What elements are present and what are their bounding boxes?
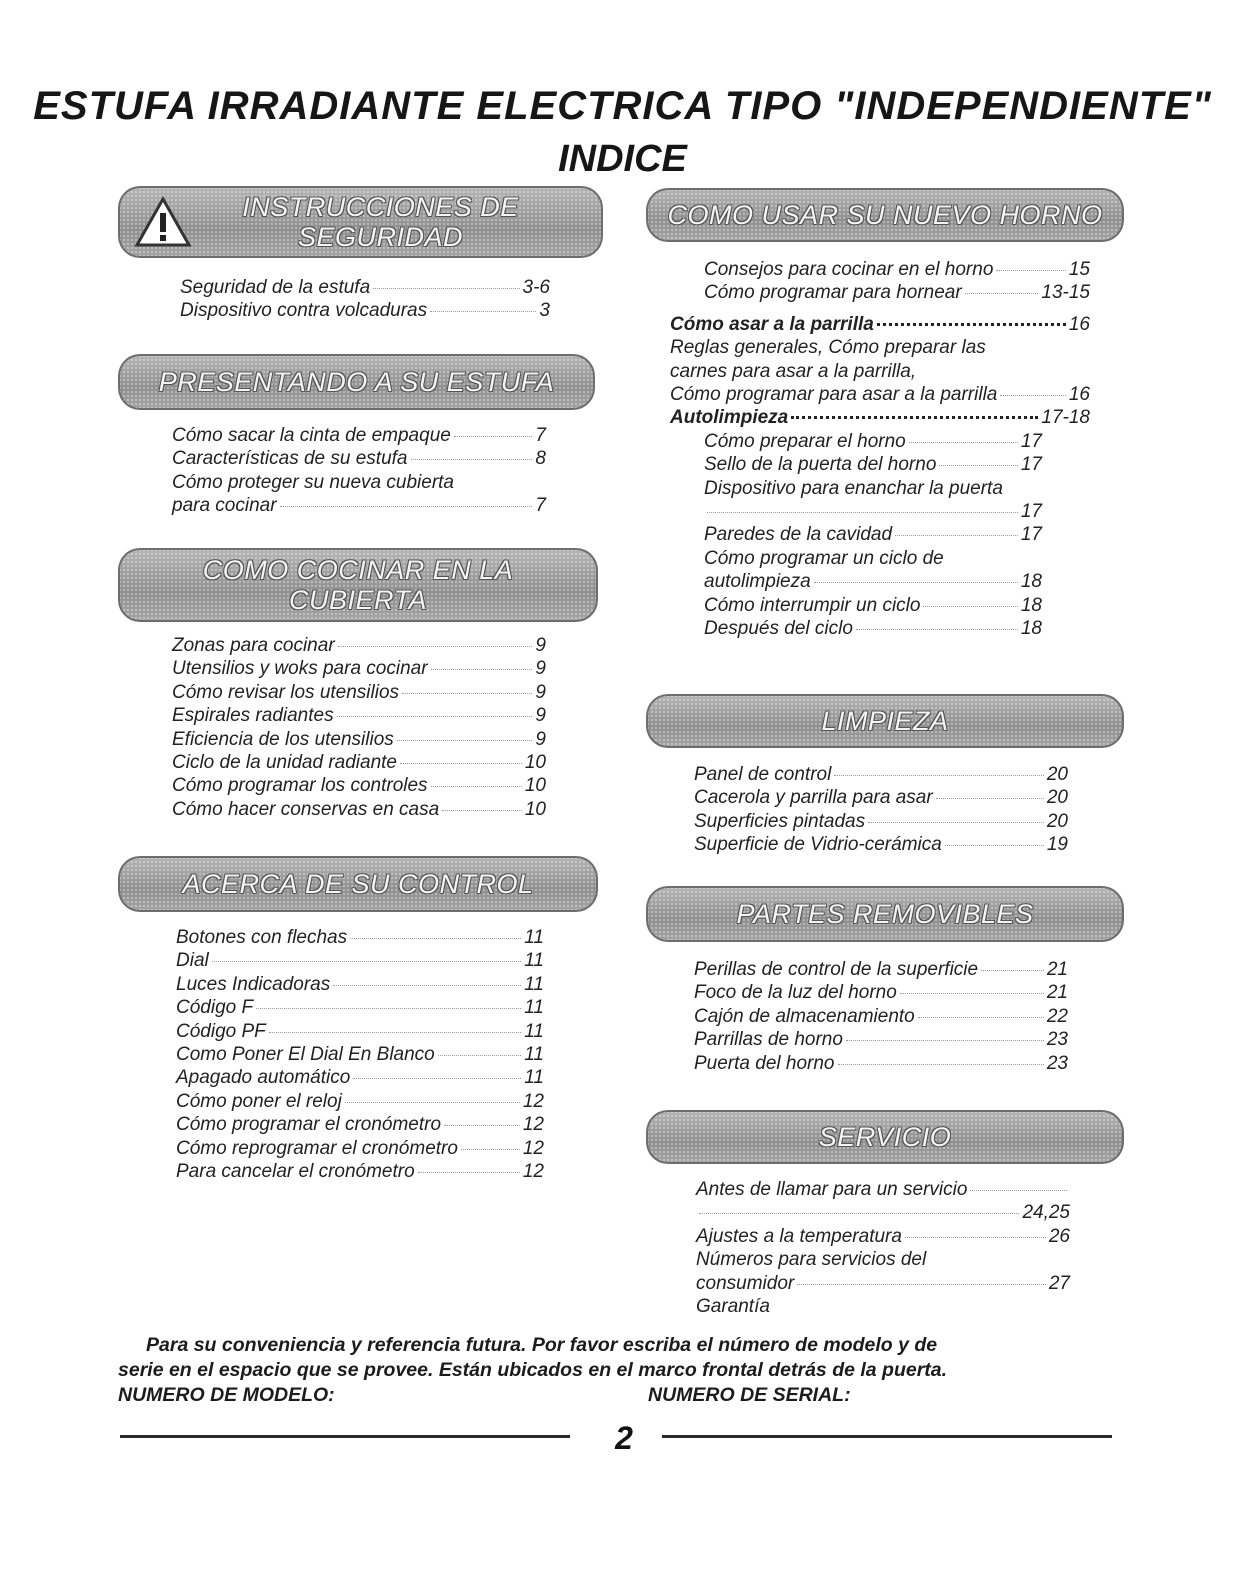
toc-item: autolimpieza 18 <box>704 571 1042 593</box>
banner-cubierta-text: COMO COCINAR EN LA CUBIERTA <box>202 555 514 615</box>
banner-presentando <box>118 354 595 410</box>
toc-item: Cómo programar el cronómetro 12 <box>176 1114 544 1136</box>
toc-item: Apagado automático 11 <box>176 1067 544 1089</box>
toc-item: Puerta del horno 23 <box>694 1052 1068 1074</box>
toc-seguridad <box>180 276 550 323</box>
toc-item: Código F 11 <box>176 997 544 1019</box>
toc-item: Cómo programar un ciclo de <box>704 547 944 569</box>
banner-limpieza <box>646 694 1124 748</box>
toc-item: Cómo sacar la cinta de empaque 7 <box>172 425 546 446</box>
warning-triangle-icon <box>134 196 192 248</box>
banner-servicio-text: SERVICIO <box>818 1122 952 1152</box>
toc-item: Características de su estufa 8 <box>172 448 546 470</box>
toc-item: Panel de control 20 <box>694 764 1068 785</box>
toc-item: Garantía <box>696 1296 770 1318</box>
toc-item: Dispositivo para enanchar la puerta <box>704 477 1003 499</box>
toc-line: Reglas generales, Cómo preparar las <box>670 337 986 359</box>
toc-item: Cómo poner el reloj 12 <box>176 1090 544 1112</box>
toc-item: Antes de llamar para un servicio <box>696 1178 1070 1201</box>
toc-item: Después del ciclo 18 <box>704 618 1042 640</box>
toc-limpieza <box>694 763 1068 857</box>
toc-presentando <box>172 424 546 518</box>
toc-item: para cocinar 7 <box>172 495 546 517</box>
footer-labels <box>118 1383 1128 1408</box>
toc-item: 17 <box>670 500 1090 523</box>
banner-control <box>118 856 598 912</box>
toc-line: carnes para asar a la parrilla, <box>670 360 917 382</box>
toc-item: Cómo programar los controles 10 <box>172 775 546 797</box>
index-heading: INDICE <box>558 138 687 180</box>
page-title: ESTUFA IRRADIANTE ELECTRICA TIPO "INDEPENDIENTE" <box>33 84 1212 128</box>
page-number: 2 <box>615 1420 633 1456</box>
banner-limpieza-text: LIMPIEZA <box>821 706 949 736</box>
footer-rule-right <box>662 1435 1112 1438</box>
toc-item: Cómo hacer conservas en casa 10 <box>172 798 546 820</box>
toc-horno <box>670 258 1090 641</box>
toc-item: Sello de la puerta del horno 17 <box>704 454 1042 476</box>
toc-item: Utensilios y woks para cocinar 9 <box>172 658 546 680</box>
toc-item: Espirales radiantes 9 <box>172 705 546 727</box>
toc-item: Para cancelar el cronómetro 12 <box>176 1161 544 1183</box>
footer-line-2: serie en el espacio que se provee. Están ubicados en el marco frontal detrás de la puerta. <box>118 1359 948 1381</box>
toc-item: Dial 11 <box>176 950 544 972</box>
toc-item: Consejos para cocinar en el horno 15 <box>704 259 1090 280</box>
banner-horno-text: COMO USAR SU NUEVO HORNO <box>667 200 1103 230</box>
banner-seguridad <box>118 186 603 258</box>
footer-note <box>118 1333 1128 1408</box>
toc-item: Eficiencia de los utensilios 9 <box>172 728 546 750</box>
banner-partes <box>646 886 1124 942</box>
toc-item: Cómo programar para hornear 13-15 <box>704 282 1090 304</box>
toc-control <box>176 926 544 1183</box>
toc-item: Superficies pintadas 20 <box>694 810 1068 832</box>
toc-item: Botones con flechas 11 <box>176 927 544 948</box>
toc-item: Ciclo de la unidad radiante 10 <box>172 752 546 774</box>
toc-item: Cacerola y parrilla para asar 20 <box>694 787 1068 809</box>
toc-item: Cómo proteger su nueva cubierta <box>172 471 454 493</box>
toc-item: Como Poner El Dial En Blanco 11 <box>176 1044 544 1066</box>
toc-item: Dispositivo contra volcaduras 3 <box>180 300 550 322</box>
banner-seguridad-text: INSTRUCCIONES DE SEGURIDAD <box>242 192 519 252</box>
toc-item: Cómo reprogramar el cronómetro 12 <box>176 1137 544 1159</box>
toc-cubierta <box>172 634 546 821</box>
toc-heading-autolimpieza: Autolimpieza 17-18 <box>670 407 1090 429</box>
toc-item: Cómo preparar el horno 17 <box>704 430 1042 452</box>
toc-item: Cómo programar para asar a la parrilla 16 <box>670 384 1090 406</box>
serial-number-label: NUMERO DE SERIAL: <box>648 1384 851 1406</box>
footer-rule-left <box>120 1435 570 1438</box>
footer-line-1: Para su conveniencia y referencia futura. Por favor escriba el número de modelo y de <box>146 1334 938 1356</box>
toc-item: Perillas de control de la superficie 21 <box>694 959 1068 980</box>
toc-heading-asar: Cómo asar a la parrilla 16 <box>670 313 1090 335</box>
toc-item: Números para servicios del <box>696 1249 927 1271</box>
banner-partes-text: PARTES REMOVIBLES <box>736 899 1034 929</box>
toc-item: Seguridad de la estufa 3-6 <box>180 277 550 298</box>
toc-partes <box>694 958 1068 1075</box>
toc-item: Parrillas de horno 23 <box>694 1029 1068 1051</box>
toc-item: Foco de la luz del horno 21 <box>694 982 1068 1004</box>
banner-cubierta <box>118 548 598 622</box>
banner-horno <box>646 188 1124 242</box>
toc-item: Luces Indicadoras 11 <box>176 973 544 995</box>
banner-servicio <box>646 1110 1124 1164</box>
toc-servicio <box>696 1178 1070 1318</box>
toc-item: Zonas para cocinar 9 <box>172 635 546 656</box>
toc-item: consumidor 27 <box>696 1272 1070 1294</box>
toc-item: 24,25 <box>696 1201 1070 1224</box>
toc-item: Código PF 11 <box>176 1020 544 1042</box>
banner-control-text: ACERCA DE SU CONTROL <box>182 869 534 899</box>
model-number-label: NUMERO DE MODELO: <box>118 1384 335 1406</box>
toc-item: Cajón de almacenamiento 22 <box>694 1005 1068 1027</box>
toc-item: Ajustes a la temperatura 26 <box>696 1225 1070 1247</box>
toc-item: Cómo interrumpir un ciclo 18 <box>704 594 1042 616</box>
toc-item: Superficie de Vidrio-cerámica 19 <box>694 834 1068 856</box>
banner-presentando-text: PRESENTANDO A SU ESTUFA <box>158 367 555 397</box>
toc-item: Paredes de la cavidad 17 <box>704 524 1042 546</box>
toc-item: Cómo revisar los utensilios 9 <box>172 681 546 703</box>
